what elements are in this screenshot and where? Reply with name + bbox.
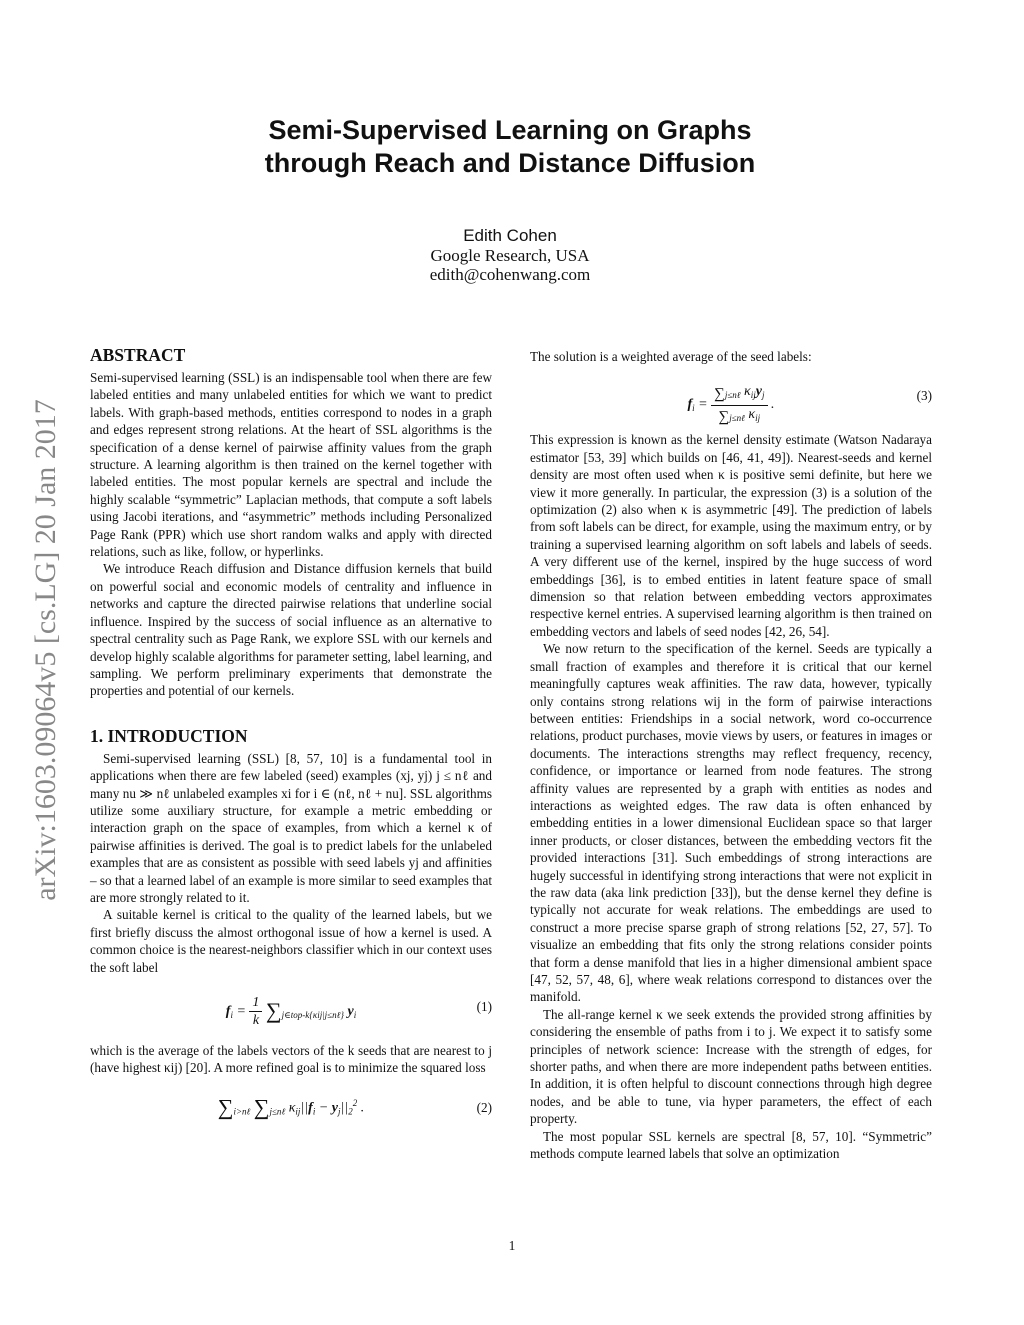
equation-3 <box>530 371 932 425</box>
right-paragraph-4: The most popular SSL kernels are spectral [8, 57, 10]. “Symmetric” methods compute learned labels that solve an optimization <box>530 1128 932 1162</box>
author-email[interactable]: edith@cohenwang.com <box>429 265 591 284</box>
equation-1 <box>90 982 492 1036</box>
abstract-heading: ABSTRACT <box>90 345 186 365</box>
author-affiliation: Google Research, USA <box>430 246 590 265</box>
abstract-paragraph-2: We introduce Reach diffusion and Distance diffusion kernels that build on powerful social and economic models of centrality and influence in networks and capture the directed pairwise relations that underline social influence. Inspired by the success of social influence as an alternative to spectral centrality such as Page Rank, we explore SSL with our kernels and develop highly scalable algorithms for parameter setting, label learning, and sampling. We perform preliminary experiments that demonstrate the properties and potential of our kernels. <box>90 561 492 699</box>
title-line-1: Semi-Supervised Learning on Graphs <box>268 115 752 145</box>
author-block <box>310 226 710 284</box>
author-name: Edith Cohen <box>463 226 557 245</box>
equation-1-number: (1) <box>476 999 492 1014</box>
page-number: 1 <box>508 1238 516 1253</box>
right-paragraph-2: We now return to the specification of the kernel. Seeds are typically a small fraction of examples and therefore it is critical that our kernel meaningfully captures weak affinities. The raw data, however, typically only contains strong relations wij in the form of pairwise interactions between entities: Friendships in a social network, word co-occurrence relations, product purchases, movie views by users, or features in images or documents. The interactions strengths may reflect frequency, recency, confidence, or importance or learned from node features. The strong affinity values are represented by a graph with entities as nodes and interactions as weighted edges. The raw data is often enhanced by embedding entities in a lower dimensional Euclidean space so that larger inner products, or closer distances, between the embedding vectors fit the provided interactions [31]. Such embeddings of strong interactions are hugely successful in identifying strong interactions that were not explicit in the raw data (aka link prediction [33]), but the dense kernel they define is typically not accurate for weak relations. The embeddings are used to construct a more precise sparse graph of strong relations [52, 27, 57]. To visualize an embedding that fits only the strong relations consider points that form a dense manifold that lies in a higher dimensional ambient space [47, 52, 57, 48, 6], where weak relations correspond to distances over the manifold. <box>530 641 932 1005</box>
right-paragraph-0: The solution is a weighted average of the seed labels: <box>530 349 812 364</box>
right-paragraph-3: The all-range kernel κ we seek extends the provided strong affinities by considering the ensemble of paths from i to j. We expect it to satisfy some principles of network science: Increase with the strength of edges, for shorter paths, and when there are more independent paths between entities. In addition, it is often helpful to discount connections through high degree nodes, and be able to tune, via hyper parameters, the effect of each property. <box>530 1006 932 1127</box>
equation-3-formula: $f_i$ = $\frac{\sum_{j\le n\ell} \kappa_{ij}y_j}{\sum_{j\le n\ell} \kappa_{ij}}$ . <box>687 384 775 425</box>
equation-2-number: (2) <box>476 1099 492 1115</box>
intro-paragraph-1: Semi-supervised learning (SSL) [8, 57, 10] is a fundamental tool in applications when there are few labeled (seed) examples (xj, yj) j ≤ nℓ and many nu ≫ nℓ unlabeled examples xi for i ∈ (nℓ, nℓ + nu]. SSL algorithms utilize some auxiliary structure, for example a metric embedding or interaction graph on the space of examples, from which a kernel κ of pairwise affinities is derived. The goal is to predict labels for the unlabeled examples that are as consistent as possible with seed labels yj and affinities – so that a learned label of an example is more similar to seed examples that are more strongly related to it. <box>90 750 492 905</box>
title-line-2: through Reach and Distance Diffusion <box>264 148 756 178</box>
left-column <box>90 344 492 1143</box>
arxiv-stamp: arXiv:1603.09064v5 [cs.LG] 20 Jan 2017 <box>29 399 62 901</box>
intro-paragraph-3: which is the average of the labels vectors of the k seeds that are nearest to j (have highest κij) [20]. A more refined goal is to minimize the squared loss <box>90 1043 492 1076</box>
introduction-heading: 1. INTRODUCTION <box>90 725 248 746</box>
equation-2 <box>90 1083 492 1137</box>
equation-3-number: (3) <box>916 388 932 404</box>
intro-paragraph-2: A suitable kernel is critical to the quality of the learned labels, but we first briefly discuss the almost orthogonal issue of how a kernel is used. A common choice is the nearest-neighbors classifier which in our context uses the soft label <box>90 907 492 975</box>
right-column <box>530 348 932 1162</box>
equation-2-formula: $\sum_{i>n\ell}$ $\sum_{j\le n\ell}$ $\kappa_{ij}||f_i - y_j||_2^2$ . <box>217 1094 365 1120</box>
paper-title <box>190 114 830 180</box>
right-paragraph-1: This expression is known as the kernel density estimate (Watson Nadaraya estimator [53, 39] which builds on [46, 41, 49]). Nearest-seeds and kernel density are most often used when κ is positive semi definite, but here we view it more generally. In particular, the expression (3) is a solution of the optimization (2) also when κ is asymmetric [49]. The prediction of labels from soft labels can be direct, for example, using the maximum entry, or by training a supervised learning algorithm on soft labels and labels of seeds. A very different use of the kernel, inspired by the huge success of word embeddings [36], is to embed entities in latent feature space of small dimension so that relation between embedding vectors approximates respective kernel entries. A supervised learning algorithm is then trained on embedding vectors and labels of seed nodes [42, 26, 54]. <box>530 432 932 639</box>
abstract-paragraph-1: Semi-supervised learning (SSL) is an indispensable tool when there are few labeled entities and many unlabeled entities for which we want to predict labels. With graph-based methods, entities correspond to nodes in a graph and edges represent strong relations. At the heart of SSL algorithms is the specification of a dense kernel of pairwise affinity values from the graph structure. A learning algorithm is then trained on the kernel together with labeled entities. The most popular kernels are spectral and include the highly scalable “symmetric” Laplacian methods, that compute a soft labels using Jacobi iterations, and “asymmetric” methods including Personalized Page Rank (PPR) which use short random walks and apply with directed relations, such as like, follow, or hyperlinks. <box>90 370 492 560</box>
equation-1-formula: $f_i$ = $\frac{1}{k}$ $\sum_{j\in top-k\{\kappa ij|j\le n\ell\}}$ $y_i$ <box>225 995 357 1029</box>
